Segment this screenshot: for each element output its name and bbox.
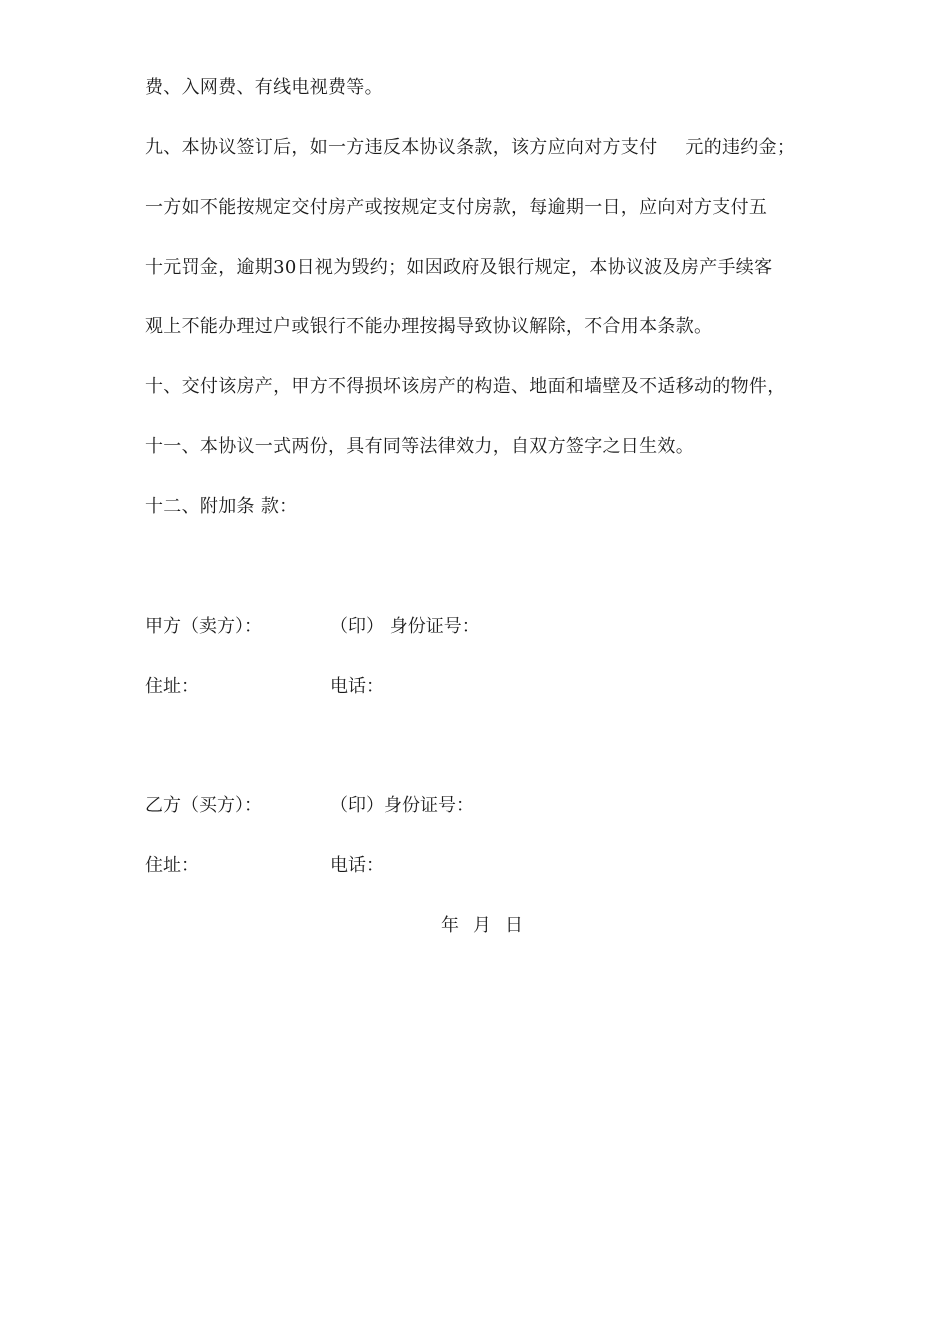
party-b-seal-id: （印）身份证号：: [330, 795, 474, 816]
clause-10-line: 十、交付该房产，甲方不得损坏该房产的构造、地面和墙壁及不适移动的物件，: [145, 376, 786, 397]
party-a-address: 住址：: [145, 676, 199, 697]
clause-line-4: 十元罚金，逾期30日视为毁约；如因政府及银行规定，本协议波及房产手续客: [145, 257, 773, 278]
date-month: 月: [473, 915, 491, 936]
clause-9-line: [145, 137, 795, 159]
party-a-phone: 电话：: [330, 676, 384, 697]
party-b-label: 乙方（买方）：: [145, 795, 262, 816]
party-a-label: 甲方（卖方）：: [145, 616, 262, 637]
party-b-phone: 电话：: [330, 855, 384, 876]
signing-date: [441, 915, 537, 937]
party-b-address: 住址：: [145, 855, 199, 876]
clause-line-3: 一方如不能按规定交付房产或按规定支付房款，每逾期一日，应向对方支付五: [145, 197, 768, 218]
clause-line-1: 费、入网费、有线电视费等。: [145, 77, 383, 98]
clause-9-penalty-text: 元的违约金；: [685, 137, 796, 158]
clause-11-line: 十一、本协议一式两份，具有同等法律效力，自双方签字之日生效。: [145, 436, 694, 457]
date-year: 年: [441, 915, 459, 936]
clause-12-line: 十二、附加条 款：: [145, 496, 298, 517]
clause-line-5: 观上不能办理过户或银行不能办理按揭导致协议解除，不合用本条款。: [145, 316, 713, 337]
party-a-seal-id: （印） 身份证号：: [330, 616, 480, 637]
clause-9-text: 九、本协议签订后，如一方违反本协议条款，该方应向对方支付: [145, 137, 658, 158]
date-day: 日: [505, 915, 523, 936]
